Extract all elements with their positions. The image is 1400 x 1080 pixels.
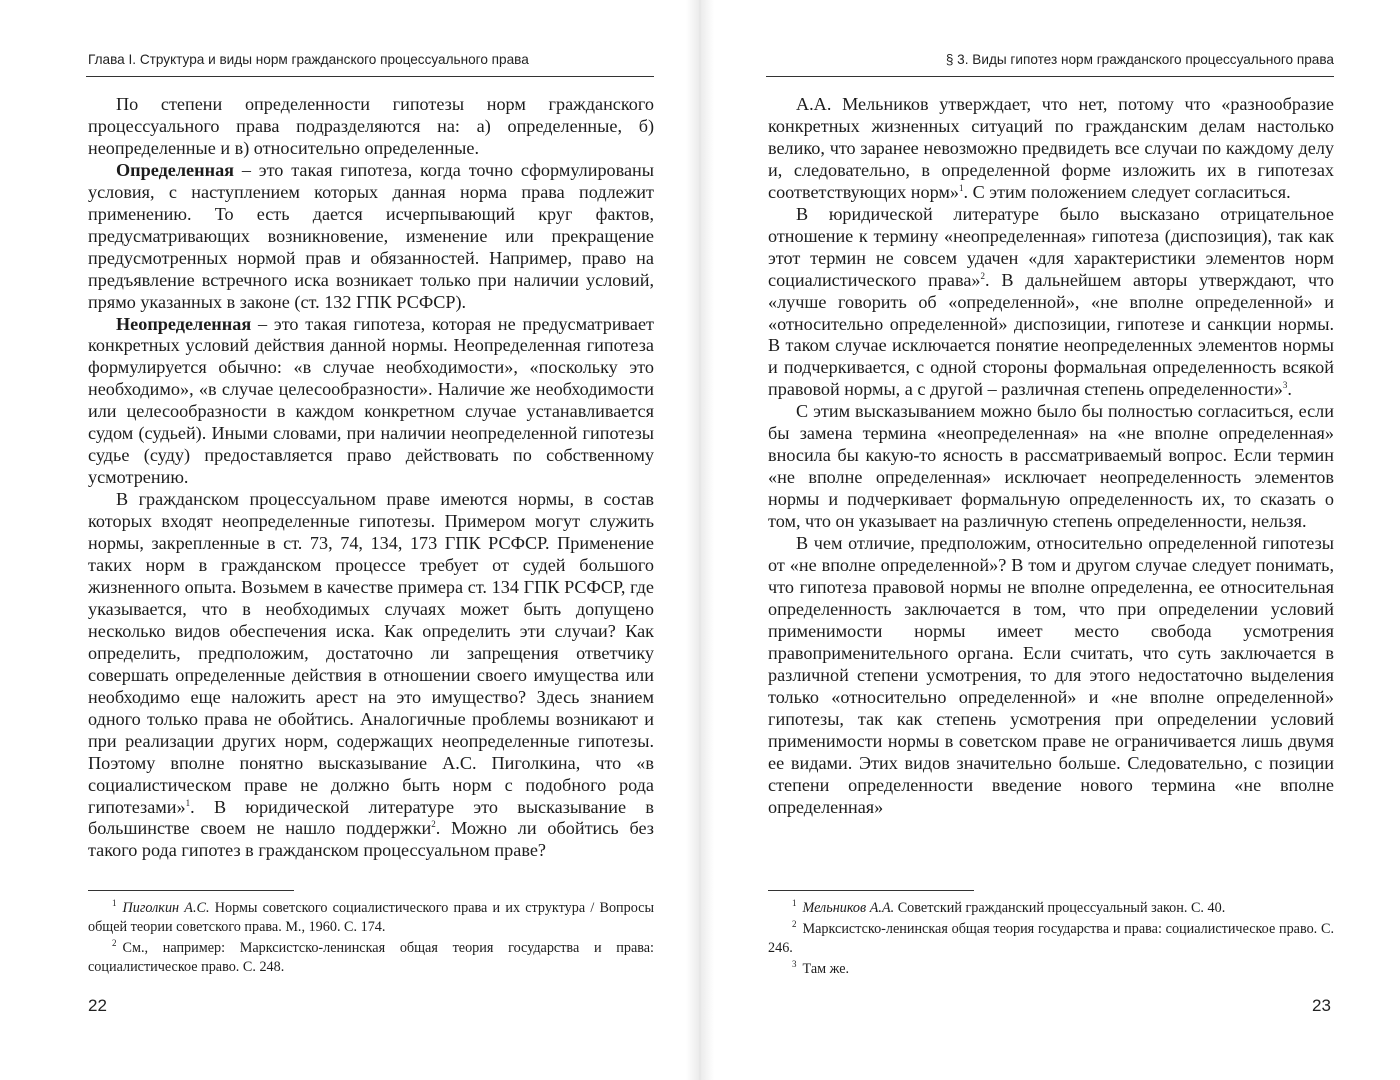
footnote-ref[interactable]: 3 <box>1282 380 1288 391</box>
paragraph <box>768 401 1334 533</box>
footnote-author: Мельников А.А. <box>802 900 895 916</box>
footnote-rule <box>768 890 974 891</box>
paragraph-text: . В дальнейшем авторы утверждают, что «лучше говорить об «определенной», «не вполне определенной» и «относительно определенной» диспозиции, гипотезе и санкции нормы. В таком случае исключается понятие неопределенных элементов нормы и подчеркивается, с одной стороны формальная определенность всякой правовой нормы, а с другой – различная степень определенности» <box>768 269 1334 400</box>
paragraph-text: . <box>1287 379 1292 400</box>
footnote-rule <box>88 890 294 891</box>
running-head: Глава I. Структура и виды норм гражданского процессуального права <box>88 52 529 67</box>
paragraph-text: . Можно ли обойтись без такого рода гипотез в гражданском процессуальном праве? <box>88 818 654 861</box>
body-text <box>88 94 654 862</box>
paragraph-text: По степени определенности гипотезы норм гражданского процессуального права подразделяются на: а) определенные, б) неопределенные и в) относительно определенные. <box>88 94 654 158</box>
paragraph-text: В чем отличие, предположим, относительно определенной гипотезы от «не вполне определенной»? В том и другом случае следует понимать, что гипотеза правовой нормы не вполне определенна, ее относительная определенность заключается в том, что при определении условий применимости нормы имеет место свобода усмотрения правоприменительного органа. Если считать, что суть заключается в различной степени усмотрения, то для этого недостаточно выделения только «относительно определенной» и «не вполне определенной» гипотезы, так как степень усмотрения при определении условий применимости нормы в советском праве не ограничивается лишь двумя ее видами. Этих видов значительно больше. Следовательно, с позиции степени определенности введение нового термина «не вполне определенная» <box>768 533 1334 817</box>
footnote-ref[interactable]: 1 <box>185 797 191 808</box>
footnote-ref[interactable]: 2 <box>431 819 436 830</box>
paragraph-text: . С этим положением следует согласиться. <box>963 181 1291 202</box>
footnote-mark: 3 <box>792 959 797 969</box>
footnotes <box>88 899 654 979</box>
footnote <box>88 899 654 937</box>
footnote <box>768 960 1334 979</box>
footnote-mark: 2 <box>112 938 117 948</box>
footnote-author: Пиголкин А.С. <box>122 900 210 916</box>
paragraph-text: В гражданском процессуальном праве имеются нормы, в состав которых входят неопределенные гипотезы. Примером могут служить нормы, закрепленные в ст. 73, 74, 134, 173 ГПК РСФСР. Применение таких норм в гражданском процессе требует от судей большого жизненного опыта. Возьмем в качестве примера ст. 134 ГПК РСФСР, где указывается, что в необходимых случаях может быть допущено несколько видов обеспечения иска. Как определить эти случаи? Как определить, предположим, достаточно ли запрещения ответчику совершать определенные действия в отношении своего имущества или необходимо еще наложить арест на это имущество? Здесь знанием одного только права не обойтись. Аналогичные проблемы возникают и при реализации других норм, содержащих неопределенные гипотезы. Поэтому вполне понятно высказывание А.С. Пиголкина, что «в социалистическом праве не должно быть норм с подобного рода гипотезами» <box>88 489 654 817</box>
footnote-mark: 1 <box>792 898 797 908</box>
footnote-text: Нормы советского социалистического права и их структура / Вопросы общей теории советского права. М., 1960. С. 174. <box>88 900 655 935</box>
paragraph-text: В юридической литературе было высказано отрицательное отношение к термину «неопределенная» гипотеза (диспозиция), так как этот термин не совсем удачен «для характеристики элементов норм социалистического права» <box>768 203 1334 290</box>
paragraph <box>768 204 1334 402</box>
footnote <box>768 899 1334 918</box>
footnote-ref[interactable]: 2 <box>980 270 985 281</box>
paragraph-text: С этим высказыванием можно было бы полностью согласиться, если бы замена термина «неопределенная» на «не вполне определенная» вносила бы какую-то ясность в рассматриваемый вопрос. Если термин «не вполне определенная» исключает неопределенность элементов нормы и подчеркивает формальную определенность их, то сказать о том, что он указывает на различную степень определенности, нельзя. <box>768 401 1334 532</box>
body-text <box>768 94 1334 818</box>
paragraph-text: . В юридической литературе это высказывание в большинстве своем не нашло поддержки <box>88 796 654 839</box>
footnote-mark: 2 <box>792 919 797 929</box>
paragraph <box>88 314 654 490</box>
footnote-mark: 1 <box>112 898 117 908</box>
footnote <box>768 920 1334 958</box>
page-number: 23 <box>1312 996 1331 1015</box>
term-definite: Определенная <box>116 159 235 180</box>
footnote <box>88 939 654 977</box>
footnote-text: Марксистско-ленинская общая теория государства и права: социалистическое право. С. 246. <box>768 921 1334 956</box>
running-head: § 3. Виды гипотез норм гражданского процессуального права <box>945 52 1334 67</box>
footnote-text: Там же. <box>802 961 850 977</box>
header-rule <box>86 76 654 77</box>
paragraph-text: А.А. Мельников утверждает, что нет, потому что «разнообразие конкретных жизненных ситуаций по гражданским делам настолько велико, что заранее невозможно предвидеть все случаи по каждому делу и, следовательно, в определенной форме изложить их в гипотезах соответствующих норм» <box>768 94 1334 202</box>
paragraph <box>88 160 654 314</box>
paragraph <box>768 533 1334 818</box>
header-rule <box>766 76 1334 77</box>
footnote-text: Советский гражданский процессуальный закон. С. 40. <box>894 900 1226 916</box>
paragraph-text: – это такая гипотеза, которая не предусматривает конкретных условий действия данной нормы. Неопределенная гипотеза формулируется обычно: «в случае необходимости», «поскольку это необходимо», «в случае целесообразности». Наличие же необходимости или целесообразности в каждом конкретном случае устанавливается судом (судьей). Иными словами, при наличии неопределенной гипотезы судье (суду) предоставляется право действовать по собственному усмотрению. <box>88 313 654 488</box>
paragraph <box>88 489 654 862</box>
paragraph <box>768 94 1334 204</box>
paragraph-text: – это такая гипотеза, когда точно сформулированы условия, с наступлением которых данная норма права подлежит применению. То есть дается исчерпывающий круг фактов, предусматривающих возникновение, изменение или прекращение предусмотренных нормой прав и обязанностей. Например, право на предъявление встречного иска возникает только при наличии условий, прямо указанных в законе (ст. 132 ГПК РСФСР). <box>88 159 654 312</box>
footnote-text: См., например: Марксистско-ленинская общая теория государства и права: социалистическое право. С. 248. <box>88 940 654 975</box>
footnotes <box>768 899 1334 981</box>
term-indefinite: Неопределенная <box>116 313 252 334</box>
page-number: 22 <box>88 996 107 1015</box>
right-page <box>700 0 1400 1080</box>
footnote-ref[interactable]: 1 <box>959 182 964 193</box>
paragraph <box>88 94 654 160</box>
